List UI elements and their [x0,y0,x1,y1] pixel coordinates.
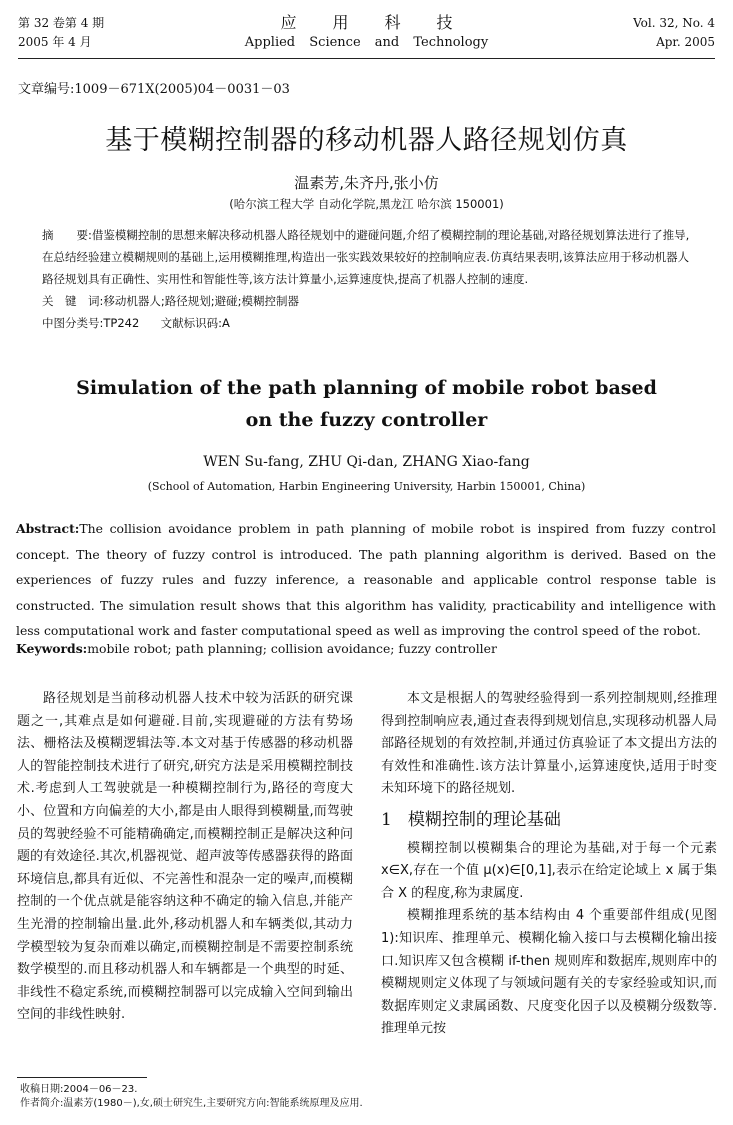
article-number: 文章编号:1009－671X(2005)04－0031－03 [18,82,290,97]
keywords-zh-label: 关 键 词: [42,294,104,308]
abstract-zh [42,224,694,290]
classification-label: 中图分类号: [42,316,104,330]
journal-name [0,12,733,52]
keywords-en-text: mobile robot; path planning; collision avoidance; fuzzy controller [87,641,497,656]
paragraph: 模糊推理系统的基本结构由 4 个重要部件组成(见图 1):知识库、推理单元、模糊化输入接口与去模糊化输出接口.知识库又包含模糊 if-then 规则库和数据库,规则库中的模糊规则定义体现了与领域问题有关的专家经验或知识,而数据库则定义隶属函数、尺度变化因子以及模糊分级数等.推理单元按 [381,908,717,1037]
footnote-received: 收稿日期:2004－06－23. [20,1084,138,1095]
authors-en: WEN Su-fang, ZHU Qi-dan, ZHANG Xiao-fang [203,454,530,470]
classification-value: TP242 [103,316,140,330]
abstract-zh-label: 摘 要: [42,228,92,242]
header-rule [18,58,715,59]
journal-issue-en [633,14,715,52]
keywords-zh [42,290,694,312]
journal-name-zh: 应用科技 [280,13,489,32]
paragraph: 路径规划是当前移动机器人技术中较为活跃的研究课题之一,其难点是如何避碰.目前,实现避碰的方法有势场法、栅格法及模糊逻辑法等.本文对基于传感器的移动机器人的智能控制技术进行了研究,研究方法是采用模糊控制技术.考虑到人工驾驶就是一种模糊控制行为,路径的弯度大小、位置和方向偏差的大小,都是由人眼得到模糊量,而驾驶员的驾驶经验不可能精确确定,而模糊控制正是解决这种问题的有效途径.其次,机器视觉、超声波等传感器获得的路面环境信息,都具有近似、不完善性和混杂一定的噪声,而模糊控制的一个优点就是能容纳这种不确定的输入信息,并能产生光滑的控制输出量.此外,移动机器人和车辆类似,其动力学模型较为复杂而难以确定,而模糊控制是不需要控制系统数学模型的.而且移动机器人和车辆都是一个典型的时延、非线性不稳定系统,而模糊控制器可以完成输入空间到输出空间的非线性映射. [17,691,353,1023]
section-title: 模糊控制的理论基础 [407,809,561,830]
paragraph: 本文是根据人的驾驶经验得到一系列控制规则,经推理得到控制响应表,通过查表得到规划信息,实现移动机器人局部路径规划的有效控制,并通过仿真验证了本文提出方法的有效性和准确性.该方法计算量小,运算速度快,适用于时变未知环境下的路径规划. [381,691,717,797]
classification-line [42,312,694,334]
abstract-zh-text: 借鉴模糊控制的思想来解决移动机器人路径规划中的避碰问题,介绍了模糊控制的理论基础,对路径规划算法进行了推导,在总结经验建立模糊规则的基础上,运用模糊推理,构造出一张实践效果较好的控制响应表.仿真结果表明,该算法应用于移动机器人路径规划具有正确性、实用性和智能性等,该方法计算量小,运算速度快,提高了机器人控制的速度. [42,228,690,286]
journal-name-en: Applied Science and Technology [244,35,489,50]
authors-zh: 温素芳,朱齐丹,张小仿 [294,174,439,192]
title-en-line1: Simulation of the path planning of mobile robot based [76,377,657,399]
keywords-en [16,641,716,656]
footnote-rule [17,1077,147,1078]
affiliation-zh: (哈尔滨工程大学 自动化学院,黑龙江 哈尔滨 150001) [229,197,504,211]
abstract-en-text: The collision avoidance problem in path planning of mobile robot is inspired from fuzzy control concept. The theory of fuzzy control is introduced. The path planning algorithm is derived. Based on the experiences of fuzzy rules and fuzzy inference, a reasonable and applicable control response table is constructed. The simulation result shows that this algorithm has validity, practicability and intelligence with less computational work and faster computational speed as well as improving the control speed of the robot. [16,521,716,638]
section-number: 1 [381,809,392,830]
date-en: Apr. 2005 [656,35,715,49]
abstract-en-label: Abstract: [16,521,80,536]
title-en [40,372,693,436]
affiliation-en: (School of Automation, Harbin Engineering University, Harbin 150001, China) [147,480,586,493]
doc-code-label: 文献标识码: [160,316,222,330]
volume-en: Vol. 32, No. 4 [633,16,715,30]
section-heading [381,809,717,832]
title-en-line2: on the fuzzy controller [245,409,488,431]
date-zh: 2005 年 4 月 [18,35,92,49]
paragraph: 模糊控制以模糊集合的理论为基础,对于每一个元素 x∈X,存在一个值 μ(x)∈[0,1],表示在给定论域上 x 属于集合 X 的程度,称为隶属度. [381,840,717,901]
title-zh: 基于模糊控制器的移动机器人路径规划仿真 [105,125,628,156]
keywords-zh-text: 移动机器人;路径规划;避碰;模糊控制器 [103,294,299,308]
abstract-zh-block [42,224,694,334]
body-column-left [17,688,353,1027]
footnote-author: 作者简介:温素芳(1980－),女,硕士研究生,主要研究方向:智能系统原理及应用. [20,1098,363,1109]
volume-zh: 第 32 卷第 4 期 [18,16,105,30]
doc-code-value: A [221,316,230,330]
body-column-right [381,688,717,1041]
keywords-en-label: Keywords: [16,641,88,656]
abstract-en [16,516,716,644]
